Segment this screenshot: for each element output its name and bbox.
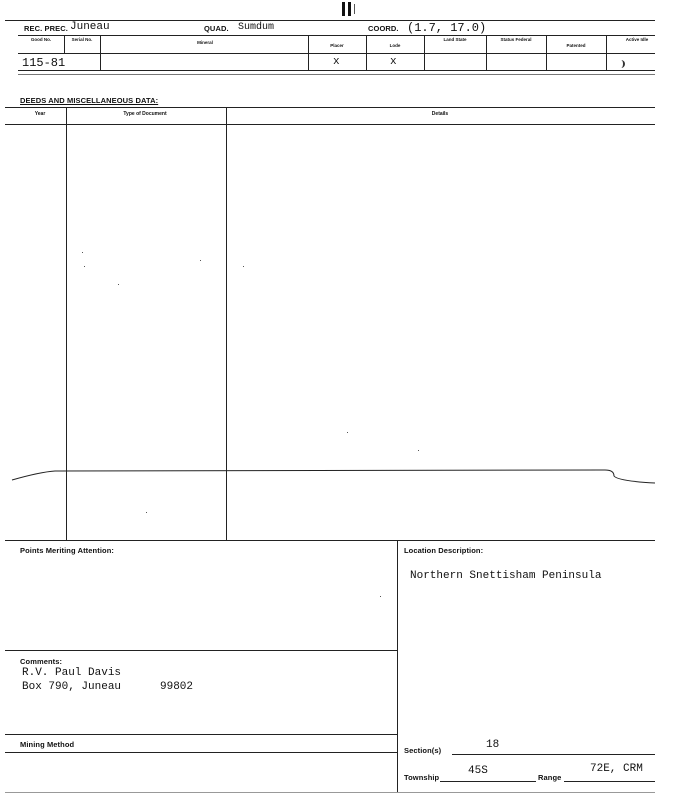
section-underline	[452, 754, 655, 755]
mining-method-line	[5, 752, 397, 753]
col-header-serial-no: Serial No.	[71, 37, 93, 42]
rec-prec-value: Juneau	[70, 21, 110, 33]
scan-speck	[84, 266, 85, 267]
form-bottom-border	[5, 792, 655, 793]
coord-value: (1.7, 17.0)	[407, 21, 487, 35]
section-value: 18	[486, 739, 500, 751]
points-meriting-label: Points Meriting Attention:	[20, 546, 114, 555]
claim-col-divider	[64, 35, 65, 53]
col-header-mineral: Mineral	[197, 40, 213, 45]
lower-section-divider	[397, 540, 398, 792]
scan-speck	[418, 450, 419, 451]
township-underline	[440, 781, 536, 782]
range-value: 72E, CRM	[590, 763, 643, 775]
deeds-col-year: Year	[34, 111, 46, 117]
claim-col-divider	[606, 35, 607, 70]
binding-mark	[354, 4, 355, 14]
claim-table-bottom	[18, 70, 655, 71]
deeds-col-details: Details	[431, 111, 449, 117]
deeds-col-type: Type of Document	[123, 111, 167, 117]
deeds-header-bottom	[5, 124, 655, 125]
claim-col-divider	[100, 35, 101, 70]
claim-table-underline	[18, 74, 655, 75]
quad-value: Sumdum	[238, 22, 275, 33]
deeds-heading: DEEDS AND MISCELLANEOUS DATA:	[20, 96, 159, 105]
col-header-active-idle: Active Idle	[625, 37, 649, 42]
scan-speck	[380, 596, 381, 597]
claim-col-divider	[366, 35, 367, 70]
scan-speck	[118, 284, 119, 285]
deeds-table-top	[5, 107, 655, 108]
range-label: Range	[538, 773, 562, 782]
township-value: 45S	[468, 765, 488, 777]
claim-col-divider	[424, 35, 425, 70]
coord-label: COORD.	[368, 24, 399, 33]
township-label: Township	[404, 773, 440, 782]
col-header-land-state: Land State	[443, 37, 467, 42]
placer-value: x	[333, 56, 340, 68]
col-header-patented: Patented	[566, 43, 586, 48]
binding-mark	[342, 2, 345, 16]
comments-zip: 99802	[160, 681, 194, 693]
scan-speck	[82, 252, 83, 253]
col-header-good-no: Good No.	[30, 37, 52, 42]
claim-col-divider	[486, 35, 487, 70]
col-header-status-federal: Status Federal	[500, 37, 532, 42]
location-description-value: Northern Snettisham Peninsula	[410, 570, 602, 582]
points-bottom-line	[5, 650, 397, 651]
range-underline	[564, 781, 655, 782]
comments-bottom-line	[5, 734, 397, 735]
mining-method-label: Mining Method	[20, 740, 75, 749]
section-label: Section(s)	[404, 746, 442, 755]
claim-table-top	[18, 35, 655, 36]
col-header-lode: Lode	[389, 43, 401, 48]
scan-speck	[146, 512, 147, 513]
scan-speck	[347, 432, 348, 433]
binding-mark	[348, 2, 351, 16]
scan-speck	[243, 266, 244, 267]
comments-label: Comments:	[20, 657, 63, 666]
location-description-label: Location Description:	[404, 546, 484, 555]
pen-mark	[618, 60, 625, 68]
claim-col-divider	[308, 35, 309, 70]
lower-section-top	[5, 540, 655, 541]
good-no-value: 115-81	[22, 56, 66, 70]
rec-prec-label: REC. PREC.	[24, 24, 68, 33]
quad-label: QUAD.	[204, 24, 229, 33]
scan-speck	[200, 260, 201, 261]
page-fold-line	[0, 462, 678, 492]
claim-col-divider	[546, 35, 547, 70]
col-header-placer: Placer	[330, 43, 344, 48]
lode-value: x	[390, 56, 397, 68]
comments-line-2: Box 790, Juneau	[22, 681, 122, 693]
comments-line-1: R.V. Paul Davis	[22, 667, 122, 679]
claim-table-header-bottom	[18, 53, 655, 54]
